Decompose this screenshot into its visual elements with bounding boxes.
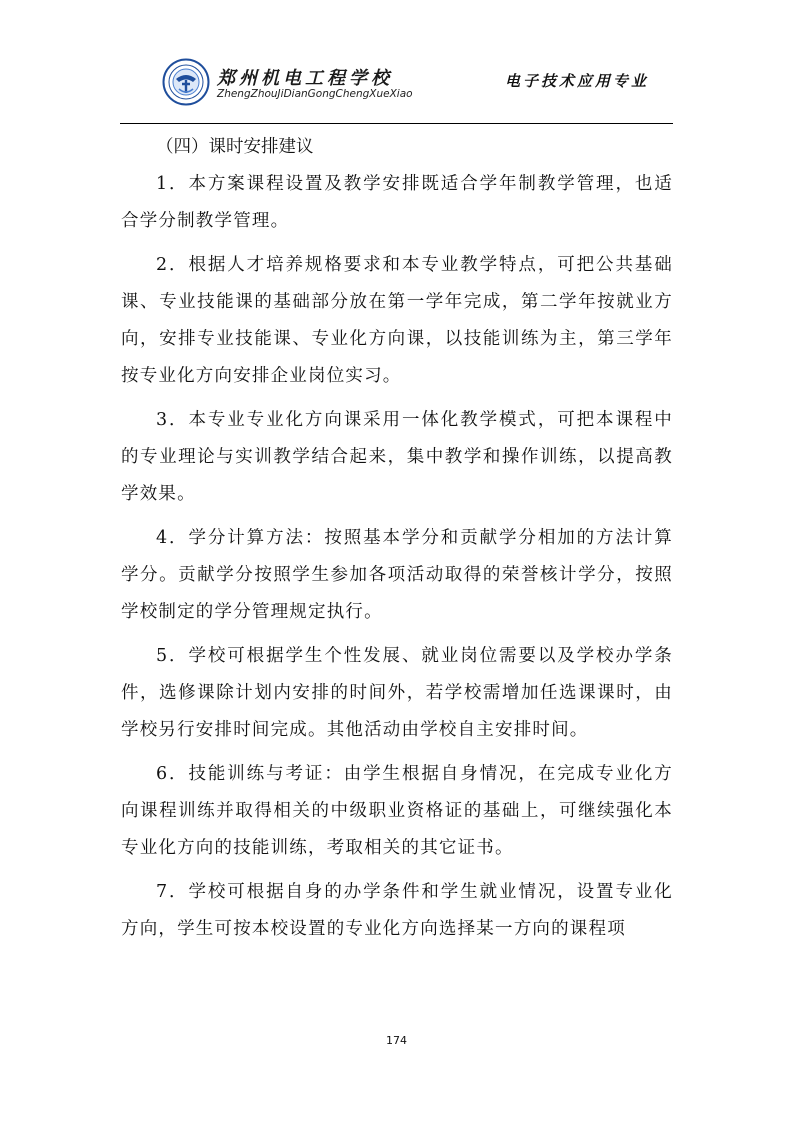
paragraph-4: 4．学分计算方法：按照基本学分和贡献学分相加的方法计算学分。贡献学分按照学生参加各项活动取得的荣誉核计学分，按照学校制定的学分管理规定执行。 (121, 528, 673, 622)
paragraph-2: 2．根据人才培养规格要求和本专业教学特点，可把公共基础课、专业技能课的基础部分放在第一学年完成，第二学年按就业方向，安排专业技能课、专业化方向课，以技能训练为主，第三学年按专业化方向安排企业岗位实习。 (121, 255, 673, 386)
department-name: 电子技术应用专业 (504, 72, 649, 90)
document-body (121, 129, 673, 955)
page-number: 174 (386, 1034, 407, 1047)
section-title: （四）课时安排建议 (156, 137, 314, 157)
paragraph-1: 1．本方案课程设置及教学安排既适合学年制教学管理，也适合学分制教学管理。 (121, 174, 673, 231)
school-logo-icon (162, 58, 210, 106)
paragraph-3: 3．本专业专业化方向课采用一体化教学模式，可把本课程中的专业理论与实训教学结合起来，集中教学和操作训练，以提高教学效果。 (121, 410, 673, 504)
paragraph-5: 5．学校可根据学生个性发展、就业岗位需要以及学校办学条件，选修课除计划内安排的时间外，若学校需增加任选课课时，由学校另行安排时间完成。其他活动由学校自主安排时间。 (121, 646, 673, 740)
header-divider (120, 123, 673, 124)
school-name-cn: 郑州机电工程学校 (217, 68, 393, 89)
page-header (120, 52, 673, 122)
paragraph-6: 6．技能训练与考证：由学生根据自身情况，在完成专业化方向课程训练并取得相关的中级职业资格证的基础上，可继续强化本专业化方向的技能训练，考取相关的其它证书。 (121, 764, 673, 858)
paragraph-7: 7．学校可根据自身的办学条件和学生就业情况，设置专业化方向，学生可按本校设置的专业化方向选择某一方向的课程项 (121, 882, 673, 939)
school-name-en: ZhengZhouJiDianGongChengXueXiao (217, 88, 413, 100)
